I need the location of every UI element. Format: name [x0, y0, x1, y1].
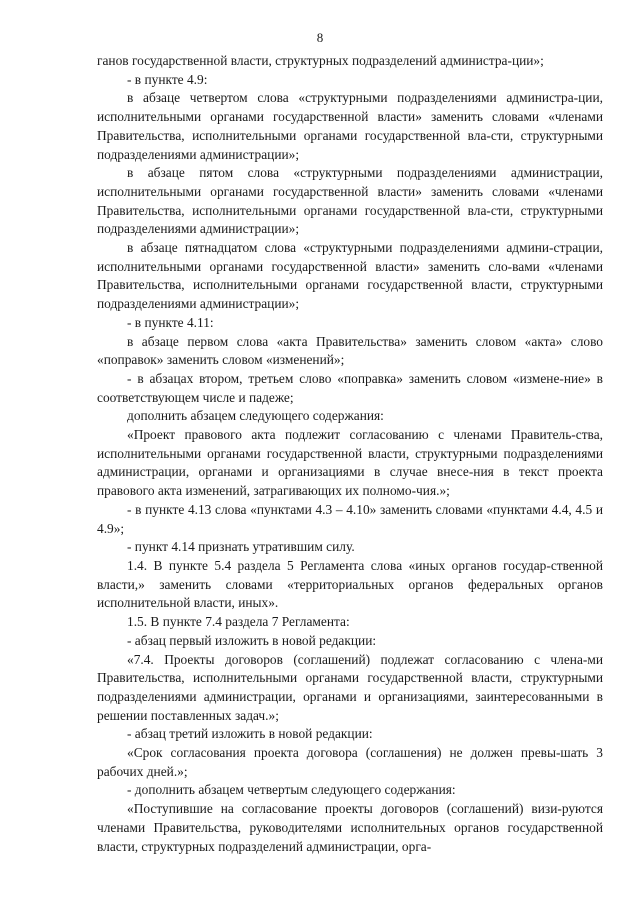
paragraph: в абзаце пятнадцатом слова «структурными подразделениями админи-страции, исполнительными органами государственной власти» заменить сло-вами «членами Правительства, исполнительными органами государственной власти, структурными подразделениями администрации»;	[97, 240, 603, 312]
paragraph: - пункт 4.14 признать утратившим силу.	[127, 539, 355, 555]
paragraph: - в пункте 4.9:	[127, 71, 208, 87]
paragraph: - в пункте 4.13 слова «пунктами 4.3 – 4.10» заменить словами «пунктами 4.4, 4.5 и 4.9»;	[97, 501, 603, 536]
page-number: 8	[316, 30, 324, 45]
paragraph: ганов государственной власти, структурных подразделений администра-ции»;	[97, 53, 544, 68]
paragraph: «Проект правового акта подлежит согласованию с членами Правитель-ства, исполнительными органами государственной власти, структурными подразделениями администрации, органами и организациями в случае внесе-ния в текст проекта правового акта изменений, затрагивающих их полномо-чия.»;	[97, 427, 603, 499]
paragraph: - дополнить абзацем четвертым следующего содержания:	[127, 782, 456, 798]
paragraph: «Поступившие на согласование проекты договоров (соглашений) визи-руются членами Правительства, руководителями исполнительных органов государственной власти, структурных подразделений администрации, орга-	[97, 801, 603, 854]
paragraph: в абзаце первом слова «акта Правительства» заменить словом «акта» слово «поправок» заменить словом «изменений»;	[97, 333, 603, 368]
paragraph: 1.4. В пункте 5.4 раздела 5 Регламента слова «иных органов государ-ственной власти,» заменить словами «территориальных органов федеральных органов исполнительной власти, иных».	[97, 557, 603, 611]
paragraph: - абзац третий изложить в новой редакции:	[127, 726, 373, 742]
paragraph: «7.4. Проекты договоров (соглашений) подлежат согласованию с члена-ми Правительства, исполнительными органами государственной власти, структурными подразделениями администрации, органами и организациями, заинтересованными в решении поставленных задач.»;	[97, 651, 603, 723]
paragraph: - в абзацах втором, третьем слово «поправка» заменить словом «измене-ние» в соответствующем числе и падеже;	[97, 370, 603, 405]
paragraph: 1.5. В пункте 7.4 раздела 7 Регламента:	[127, 614, 350, 630]
paragraph: в абзаце пятом слова «структурными подразделениями администрации, исполнительными органами государственной власти» заменить словами «членами Правительства, исполнительными органами государственной вла-сти, структурными подразделениями администрации»;	[97, 165, 603, 237]
paragraph: - в пункте 4.11:	[127, 314, 214, 330]
document-body	[97, 52, 603, 856]
paragraph: - абзац первый изложить в новой редакции:	[127, 632, 377, 648]
paragraph: в абзаце четвертом слова «структурными подразделениями администра-ции, исполнительными органами государственной власти» заменить словами «членами Правительства, исполнительными органами государственной вла-сти, структурными подразделениями администрации»;	[97, 90, 603, 162]
paragraph: «Срок согласования проекта договора (соглашения) не должен превы-шать 3 рабочих дней.»;	[97, 745, 603, 779]
paragraph: дополнить абзацем следующего содержания:	[127, 408, 384, 424]
